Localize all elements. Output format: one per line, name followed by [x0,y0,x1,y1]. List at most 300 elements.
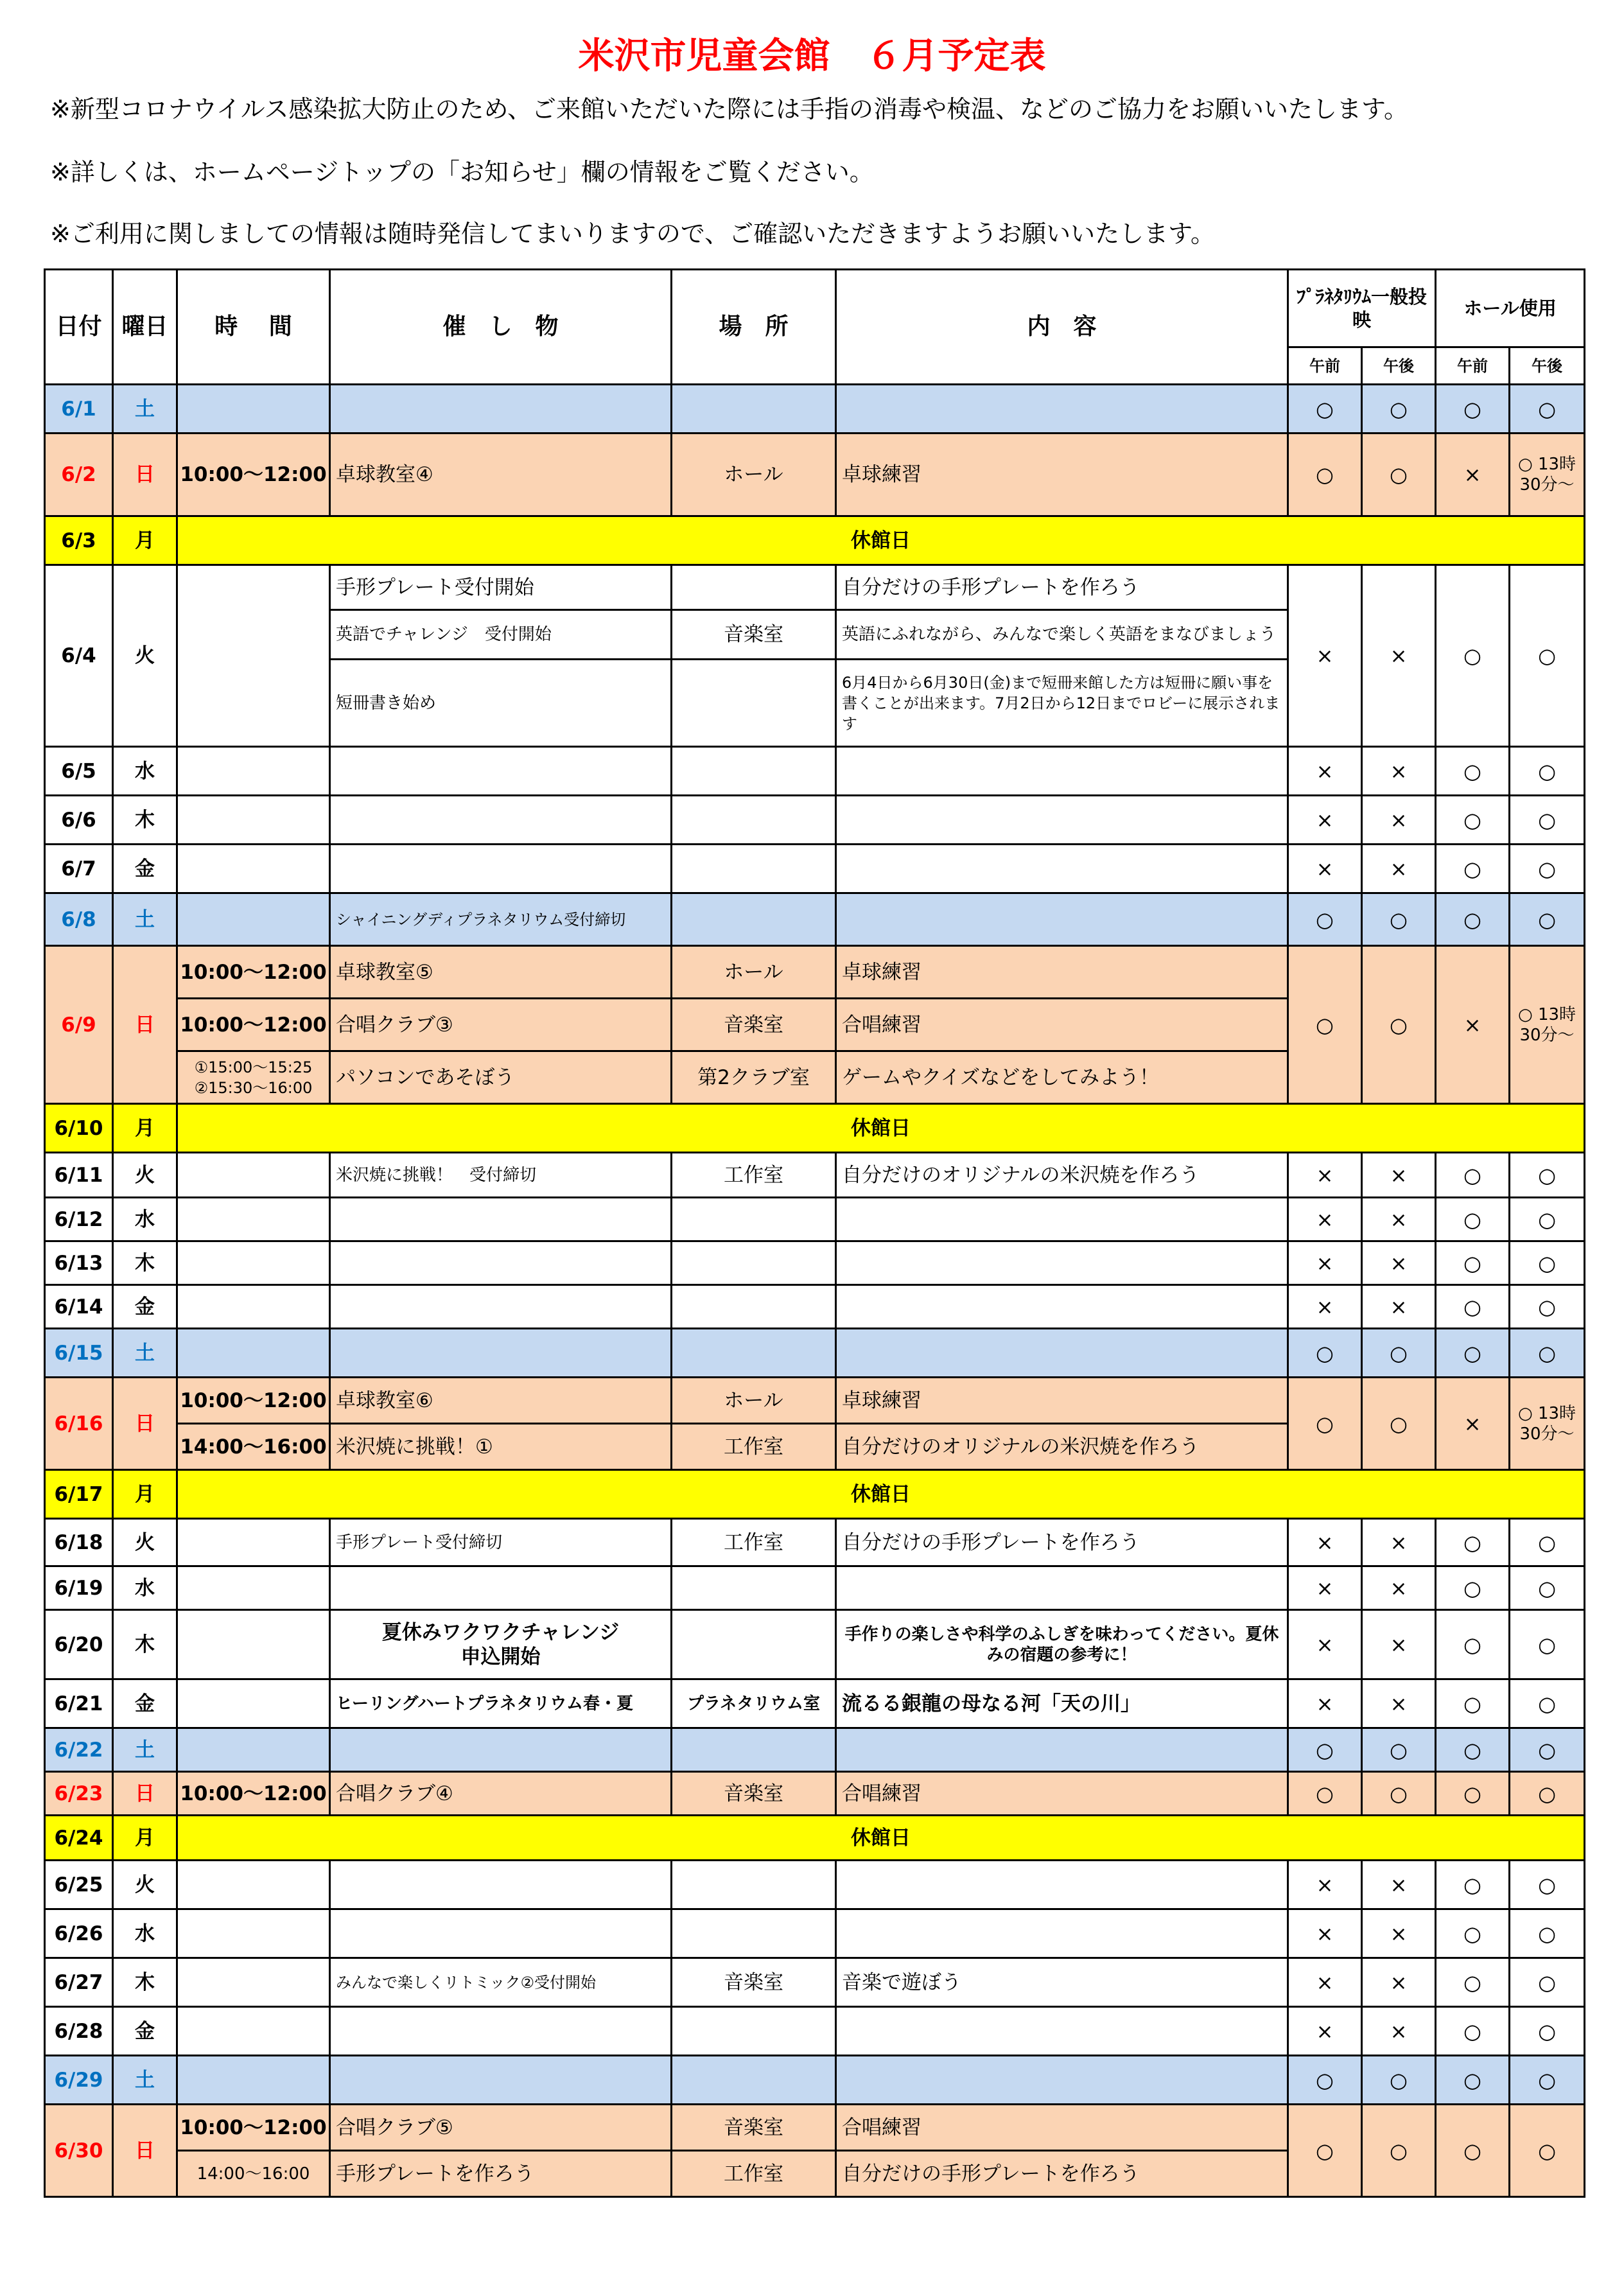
event-cell: 卓球教室④ [330,434,672,516]
hall-pm-cell: ○ 13時30分～ [1510,946,1585,1104]
notice-line: ※新型コロナウイルス感染拡大防止のため、ご来館いただいた際には手指の消毒や検温、などのご協力をお願いいたします。 [50,95,1409,123]
planetarium-am-cell: × [1288,1909,1362,1958]
hall-am-cell: ○ [1436,796,1510,845]
planetarium-am-cell: ○ [1288,1772,1362,1816]
planetarium-pm-cell: × [1362,1285,1436,1329]
content-cell: 卓球練習 [836,434,1288,516]
planetarium-am-cell: ○ [1288,893,1362,946]
hall-pm-cell: ○ [1510,1329,1585,1378]
header-pm: 午後 [1362,347,1436,385]
date-cell: 6/20 [45,1610,113,1679]
place-cell [672,1909,836,1958]
hall-pm-cell: ○ 13時30分～ [1510,1378,1585,1470]
weekday-cell: 水 [113,1198,177,1241]
weekday-cell: 日 [113,2105,177,2197]
weekday-cell: 火 [113,1153,177,1198]
closed-label: 休館日 [177,1104,1585,1153]
hall-am-cell: ○ [1436,893,1510,946]
hall-pm-cell: ○ [1510,1241,1585,1285]
planetarium-am-cell: × [1288,1610,1362,1679]
date-cell: 6/27 [45,1958,113,2007]
hall-pm-cell: ○ [1510,1519,1585,1566]
date-cell: 6/1 [45,385,113,434]
event-cell: 合唱クラブ⑤ [330,2105,672,2151]
hall-pm-cell: ○ [1510,385,1585,434]
place-cell [672,1861,836,1909]
hall-pm-cell: ○ [1510,1728,1585,1772]
weekday-cell: 金 [113,845,177,893]
time-cell: 10:00～12:00 [177,2105,330,2151]
time-cell [177,2056,330,2105]
planetarium-pm-cell: × [1362,1861,1436,1909]
weekday-cell: 金 [113,2007,177,2056]
hall-pm-cell: ○ [1510,1958,1585,2007]
hall-pm-cell: ○ [1510,1610,1585,1679]
table-row [45,2056,1585,2105]
hall-am-cell: × [1436,1378,1510,1470]
planetarium-pm-cell: ○ [1362,946,1436,1104]
date-cell: 6/5 [45,747,113,796]
event-cell [330,385,672,434]
hall-am-cell: ○ [1436,1610,1510,1679]
weekday-cell: 土 [113,1329,177,1378]
notice-line: ※ご利用に関しましての情報は随時発信してまいりますので、ご確認いただきますようお願いいたします。 [50,220,1216,248]
date-cell: 6/6 [45,796,113,845]
planetarium-pm-cell: × [1362,565,1436,747]
time-cell [177,893,330,946]
event-cell: 米沢焼に挑戦！① [330,1424,672,1470]
table-row [45,434,1585,516]
place-cell [672,1241,836,1285]
header-time: 時 間 [177,270,330,385]
header-am: 午前 [1288,347,1362,385]
place-cell [672,1728,836,1772]
date-cell: 6/28 [45,2007,113,2056]
hall-pm-cell: ○ [1510,2007,1585,2056]
header-place: 場 所 [672,270,836,385]
event-cell: シャイニングディプラネタリウム受付締切 [330,893,672,946]
content-cell: 英語にふれながら、みんなで楽しく英語をまなびましょう [836,610,1288,660]
table-row [45,893,1585,946]
hall-am-cell: ○ [1436,1241,1510,1285]
event-cell [330,1566,672,1610]
time-cell [177,1610,330,1679]
planetarium-am-cell: × [1288,1198,1362,1241]
time-cell [177,796,330,845]
time-cell [177,1519,330,1566]
content-cell: 自分だけの手形プレートを作ろう [836,1519,1288,1566]
place-cell: 工作室 [672,1153,836,1198]
date-cell: 6/30 [45,2105,113,2197]
place-cell: 工作室 [672,1424,836,1470]
table-row [45,1378,1585,1424]
time-cell: 10:00～12:00 [177,999,330,1051]
planetarium-pm-cell: ○ [1362,893,1436,946]
hall-am-cell: × [1436,434,1510,516]
content-cell: 合唱練習 [836,2105,1288,2151]
weekday-cell: 日 [113,434,177,516]
table-row [45,1679,1585,1728]
planetarium-pm-cell: × [1362,1958,1436,2007]
date-cell: 6/16 [45,1378,113,1470]
page-title: 米沢市児童会館 ６月予定表 [578,35,1046,77]
weekday-cell: 月 [113,1104,177,1153]
place-cell [672,660,836,747]
hall-am-cell: ○ [1436,1679,1510,1728]
planetarium-am-cell: × [1288,845,1362,893]
table-row [45,565,1585,610]
place-cell [672,1566,836,1610]
content-cell [836,1285,1288,1329]
weekday-cell: 木 [113,1610,177,1679]
planetarium-pm-cell: ○ [1362,2105,1436,2197]
hall-am-cell: ○ [1436,565,1510,747]
event-cell [330,1329,672,1378]
planetarium-pm-cell: × [1362,796,1436,845]
event-cell [330,2056,672,2105]
planetarium-pm-cell: ○ [1362,1329,1436,1378]
time-cell: 10:00～12:00 [177,434,330,516]
table-row [45,1241,1585,1285]
weekday-cell: 水 [113,747,177,796]
place-cell [672,1329,836,1378]
planetarium-pm-cell: × [1362,747,1436,796]
content-cell [836,893,1288,946]
date-cell: 6/25 [45,1861,113,1909]
notice-line: ※詳しくは、ホームページトップの「お知らせ」欄の情報をご覧ください。 [50,158,874,186]
hall-am-cell: × [1436,946,1510,1104]
content-cell: 自分だけの手形プレートを作ろう [836,565,1288,610]
table-row [45,2007,1585,2056]
table-row [45,747,1585,796]
planetarium-pm-cell: ○ [1362,385,1436,434]
place-cell [672,2056,836,2105]
planetarium-am-cell: × [1288,1958,1362,2007]
table-row [45,1153,1585,1198]
weekday-cell: 火 [113,565,177,747]
planetarium-am-cell: × [1288,1241,1362,1285]
weekday-cell: 日 [113,946,177,1104]
table-row [45,1816,1585,1861]
time-cell [177,1285,330,1329]
weekday-cell: 月 [113,1816,177,1861]
place-cell: 音楽室 [672,610,836,660]
schedule-table [44,268,1585,2198]
date-cell: 6/15 [45,1329,113,1378]
planetarium-am-cell: × [1288,2007,1362,2056]
event-cell [330,845,672,893]
planetarium-pm-cell: × [1362,1566,1436,1610]
place-cell [672,565,836,610]
planetarium-am-cell: × [1288,1861,1362,1909]
date-cell: 6/11 [45,1153,113,1198]
weekday-cell: 木 [113,1241,177,1285]
event-cell [330,747,672,796]
hall-pm-cell: ○ [1510,845,1585,893]
place-cell: ホール [672,1378,836,1424]
weekday-cell: 土 [113,1728,177,1772]
weekday-cell: 月 [113,516,177,565]
planetarium-am-cell: × [1288,1153,1362,1198]
weekday-cell: 日 [113,1772,177,1816]
header-date: 日付 [45,270,113,385]
hall-am-cell: ○ [1436,1566,1510,1610]
time-cell [177,1051,330,1104]
hall-pm-cell: ○ [1510,796,1585,845]
time-cell [177,1198,330,1241]
event-cell [330,1285,672,1329]
table-row [45,1519,1585,1566]
event-cell: みんなで楽しくリトミック②受付開始 [330,1958,672,2007]
hall-am-cell: ○ [1436,1728,1510,1772]
place-cell [672,1610,836,1679]
event-cell: 短冊書き始め [330,660,672,747]
planetarium-pm-cell: ○ [1362,1728,1436,1772]
weekday-cell: 金 [113,1679,177,1728]
weekday-cell: 火 [113,1519,177,1566]
table-row [45,1198,1585,1241]
header-hall: ホール使用 [1436,270,1585,347]
closed-label: 休館日 [177,516,1585,565]
header-am: 午前 [1436,347,1510,385]
planetarium-am-cell: × [1288,747,1362,796]
planetarium-pm-cell: × [1362,1153,1436,1198]
hall-am-cell: ○ [1436,2056,1510,2105]
date-cell: 6/26 [45,1909,113,1958]
place-cell: ホール [672,946,836,999]
time-cell: 10:00～12:00 [177,1772,330,1816]
planetarium-pm-cell: × [1362,1241,1436,1285]
date-cell: 6/9 [45,946,113,1104]
time-cell: 14:00～16:00 [177,2151,330,2197]
header-weekday: 曜日 [113,270,177,385]
planetarium-am-cell: × [1288,1519,1362,1566]
date-cell: 6/7 [45,845,113,893]
content-cell: 自分だけのオリジナルの米沢焼を作ろう [836,1424,1288,1470]
date-cell: 6/23 [45,1772,113,1816]
event-cell [330,1909,672,1958]
hall-pm-cell: ○ [1510,1566,1585,1610]
hall-pm-cell: ○ [1510,2056,1585,2105]
content-cell: 6月4日から6月30日(金)まで短冊来館した方は短冊に願い事を書くことが出来ます。7月2日から12日までロビーに展示されます [836,660,1288,747]
event-cell: ヒーリングハートプラネタリウム春・夏 [330,1679,672,1728]
hall-pm-cell: ○ [1510,1861,1585,1909]
place-cell: 工作室 [672,2151,836,2197]
event-cell: 卓球教室⑥ [330,1378,672,1424]
content-cell [836,2056,1288,2105]
weekday-cell: 月 [113,1470,177,1519]
event-cell: 卓球教室⑤ [330,946,672,999]
place-cell: 音楽室 [672,1772,836,1816]
date-cell: 6/14 [45,1285,113,1329]
place-cell [672,845,836,893]
table-row [45,1285,1585,1329]
place-cell [672,747,836,796]
table-row [45,516,1585,565]
time-cell: 10:00～12:00 [177,946,330,999]
content-cell: 手作りの楽しさや科学のふしぎを味わってください。夏休みの宿題の参考に！ [836,1610,1288,1679]
hall-am-cell: ○ [1436,2007,1510,2056]
table-row [45,1861,1585,1909]
table-row [45,1566,1585,1610]
content-cell: ゲームやクイズなどをしてみよう！ [836,1051,1288,1104]
content-cell [836,2007,1288,2056]
event-cell: 英語でチャレンジ 受付開始 [330,610,672,660]
hall-am-cell: ○ [1436,1285,1510,1329]
planetarium-am-cell: ○ [1288,2056,1362,2105]
table-row [45,385,1585,434]
table-row [45,845,1585,893]
date-cell: 6/29 [45,2056,113,2105]
time-slot: ①15:00～15:25 [194,1058,313,1076]
place-cell [672,2007,836,2056]
content-cell: 合唱練習 [836,1772,1288,1816]
weekday-cell: 金 [113,1285,177,1329]
planetarium-am-cell: ○ [1288,1378,1362,1470]
time-cell [177,1566,330,1610]
hall-pm-cell: ○ [1510,1772,1585,1816]
hall-am-cell: ○ [1436,1861,1510,1909]
content-cell [836,1861,1288,1909]
hall-am-cell: ○ [1436,1519,1510,1566]
planetarium-am-cell: × [1288,1285,1362,1329]
weekday-cell: 日 [113,1378,177,1470]
date-cell: 6/12 [45,1198,113,1241]
place-cell: 第2クラブ室 [672,1051,836,1104]
content-cell [836,796,1288,845]
planetarium-pm-cell: × [1362,1610,1436,1679]
planetarium-am-cell: ○ [1288,1728,1362,1772]
weekday-cell: 水 [113,1566,177,1610]
hall-pm-cell: ○ [1510,893,1585,946]
place-cell: プラネタリウム室 [672,1679,836,1728]
place-cell: ホール [672,434,836,516]
time-cell: 14:00～16:00 [177,1424,330,1470]
table-row [45,1909,1585,1958]
date-cell: 6/22 [45,1728,113,1772]
time-cell [177,1909,330,1958]
hall-am-cell: ○ [1436,1198,1510,1241]
place-cell: 音楽室 [672,1958,836,2007]
hall-am-cell: ○ [1436,1909,1510,1958]
event-cell [330,1861,672,1909]
event-cell [330,1728,672,1772]
table-row [45,1958,1585,2007]
table-row [45,1728,1585,1772]
hall-pm-cell: ○ [1510,1679,1585,1728]
content-cell: 卓球練習 [836,946,1288,999]
event-cell [330,796,672,845]
hall-am-cell: ○ [1436,1958,1510,2007]
planetarium-pm-cell: × [1362,1198,1436,1241]
planetarium-pm-cell: × [1362,1909,1436,1958]
time-cell [177,1728,330,1772]
date-cell: 6/21 [45,1679,113,1728]
event-cell: 手形プレート受付締切 [330,1519,672,1566]
content-cell: 卓球練習 [836,1378,1288,1424]
table-row [45,1329,1585,1378]
header-content: 内 容 [836,270,1288,385]
planetarium-am-cell: × [1288,565,1362,747]
planetarium-am-cell: ○ [1288,1329,1362,1378]
place-cell [672,385,836,434]
closed-label: 休館日 [177,1470,1585,1519]
weekday-cell: 木 [113,796,177,845]
content-cell [836,845,1288,893]
weekday-cell: 土 [113,385,177,434]
event-cell: 米沢焼に挑戦！ 受付締切 [330,1153,672,1198]
content-cell [836,1198,1288,1241]
hall-am-cell: ○ [1436,1772,1510,1816]
content-cell: 自分だけの手形プレートを作ろう [836,2151,1288,2197]
content-cell [836,1728,1288,1772]
table-row [45,796,1585,845]
hall-am-cell: ○ [1436,1329,1510,1378]
planetarium-am-cell: × [1288,1566,1362,1610]
planetarium-am-cell: ○ [1288,946,1362,1104]
content-cell [836,1241,1288,1285]
hall-am-cell: ○ [1436,2105,1510,2197]
planetarium-am-cell: ○ [1288,2105,1362,2197]
hall-pm-cell: ○ [1510,1909,1585,1958]
event-cell: 合唱クラブ④ [330,1772,672,1816]
event-cell [330,1241,672,1285]
content-cell [836,747,1288,796]
place-cell: 音楽室 [672,999,836,1051]
time-cell [177,2007,330,2056]
time-cell [177,1679,330,1728]
event-cell: 合唱クラブ③ [330,999,672,1051]
date-cell: 6/18 [45,1519,113,1566]
content-cell [836,1566,1288,1610]
weekday-cell: 水 [113,1909,177,1958]
place-cell [672,1285,836,1329]
hall-pm-cell: ○ [1510,2105,1585,2197]
planetarium-pm-cell: × [1362,845,1436,893]
time-cell [177,1958,330,2007]
content-cell: 流るる銀龍の母なる河「天の川」 [836,1679,1288,1728]
date-cell: 6/4 [45,565,113,747]
time-cell [177,1241,330,1285]
hall-pm-cell: ○ [1510,1198,1585,1241]
header-event: 催 し 物 [330,270,672,385]
hall-pm-cell: ○ [1510,747,1585,796]
planetarium-pm-cell: ○ [1362,434,1436,516]
content-cell [836,1909,1288,1958]
content-cell: 自分だけのオリジナルの米沢焼を作ろう [836,1153,1288,1198]
hall-pm-cell: ○ [1510,565,1585,747]
date-cell: 6/8 [45,893,113,946]
hall-am-cell: ○ [1436,845,1510,893]
hall-pm-cell: ○ [1510,1153,1585,1198]
content-cell: 合唱練習 [836,999,1288,1051]
table-row [45,1470,1585,1519]
hall-pm-cell: ○ 13時30分～ [1510,434,1585,516]
hall-am-cell: ○ [1436,747,1510,796]
planetarium-pm-cell: × [1362,1519,1436,1566]
planetarium-pm-cell: × [1362,1679,1436,1728]
content-cell [836,385,1288,434]
time-cell [177,1329,330,1378]
place-cell [672,893,836,946]
weekday-cell: 火 [113,1861,177,1909]
table-row [45,946,1585,999]
weekday-cell: 土 [113,2056,177,2105]
place-cell: 工作室 [672,1519,836,1566]
planetarium-pm-cell: ○ [1362,2056,1436,2105]
event-cell: 手形プレート受付開始 [330,565,672,610]
time-slot: ②15:30～16:00 [194,1078,313,1097]
